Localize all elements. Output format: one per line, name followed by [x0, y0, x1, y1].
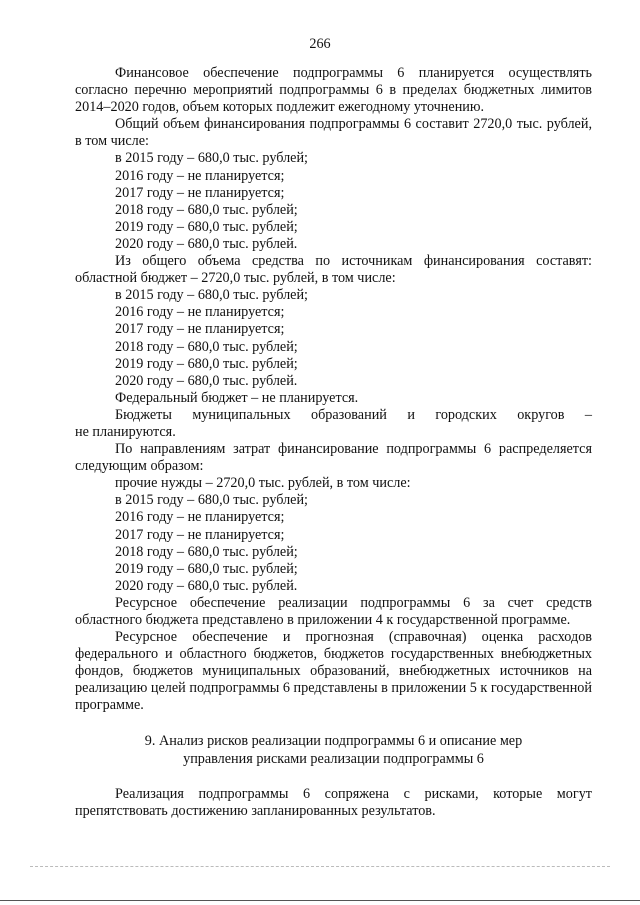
paragraph-resource-regional: Ресурсное обеспечение реализации подпрограммы 6 за счет средств областного бюджета представлено в приложении 4 к государственной программе. [75, 594, 592, 628]
list-item: 2019 году – 680,0 тыс. рублей; [115, 218, 298, 235]
list-item: в 2015 году – 680,0 тыс. рублей; [115, 287, 308, 304]
list-item: 2019 году – 680,0 тыс. рублей; [115, 355, 298, 372]
year-list-other-needs [75, 492, 592, 595]
section-heading-line: 9. Анализ рисков реализации подпрограммы 6 и описание мер [144, 732, 523, 749]
paragraph-total-volume: Общий объем финансирования подпрограммы 6 составит 2720,0 тыс. рублей, в том числе: [75, 116, 592, 150]
paragraph-financing-plan: Финансовое обеспечение подпрограммы 6 планируется осуществлять согласно перечню мероприятий подпрограммы 6 в пределах бюджетных лимитов 2014–2020 годов, объем которых подлежит ежегодному уточнению. [75, 65, 592, 116]
paragraph-risks: Реализация подпрограммы 6 сопряжена с рисками, которые могут препятствовать достижению запланированных результатов. [75, 785, 592, 819]
paragraph-cost-directions: По направлениям затрат финансирование подпрограммы 6 распределяется следующим образом: [75, 441, 592, 475]
municipal-budget-line: Бюджеты муниципальных образований и городских округов – [115, 406, 592, 423]
section-heading-line: управления рисками реализации подпрограммы 6 [183, 750, 484, 767]
list-item: 2016 году – не планируется; [115, 167, 285, 184]
spacer [75, 768, 592, 786]
other-needs-line: прочие нужды – 2720,0 тыс. рублей, в том числе: [115, 475, 411, 492]
list-item: 2020 году – 680,0 тыс. рублей. [115, 577, 298, 594]
document-body [75, 65, 592, 820]
list-item: 2020 году – 680,0 тыс. рублей. [115, 372, 298, 389]
page-edge [0, 900, 640, 901]
paragraph-sources: Из общего объема средства по источникам финансирования составят: областной бюджет – 2720,0 тыс. рублей, в том числе: [75, 253, 592, 287]
page-number: 266 [309, 36, 331, 52]
federal-budget-line: Федеральный бюджет – не планируется. [115, 389, 359, 406]
list-item: 2016 году – не планируется; [115, 509, 285, 526]
list-item: 2018 году – 680,0 тыс. рублей; [115, 543, 298, 560]
list-item: 2018 году – 680,0 тыс. рублей; [115, 338, 298, 355]
paragraph-resource-forecast: Ресурсное обеспечение и прогнозная (справочная) оценка расходов федерального и областного бюджетов, бюджетов государственных внебюджетных фондов, бюджетов муниципальных образований, внебюджетных источников на реализацию целей подпрограммы 6 представлены в приложении 5 к государственной программе. [75, 629, 592, 714]
list-item: 2020 году – 680,0 тыс. рублей. [115, 235, 298, 252]
list-item: 2018 году – 680,0 тыс. рублей; [115, 201, 298, 218]
section-heading [75, 732, 592, 768]
year-list-regional [75, 287, 592, 390]
list-item: 2017 году – не планируется; [115, 184, 285, 201]
list-item: 2016 году – не планируется; [115, 304, 285, 321]
list-item: в 2015 году – 680,0 тыс. рублей; [115, 492, 308, 509]
list-item: 2017 году – не планируется; [115, 321, 285, 338]
list-item: 2019 году – 680,0 тыс. рублей; [115, 560, 298, 577]
municipal-budget-line-end: не планируются. [75, 423, 176, 440]
footer-divider [30, 866, 610, 867]
year-list-total [75, 150, 592, 253]
list-item: в 2015 году – 680,0 тыс. рублей; [115, 150, 308, 167]
list-item: 2017 году – не планируется; [115, 526, 285, 543]
